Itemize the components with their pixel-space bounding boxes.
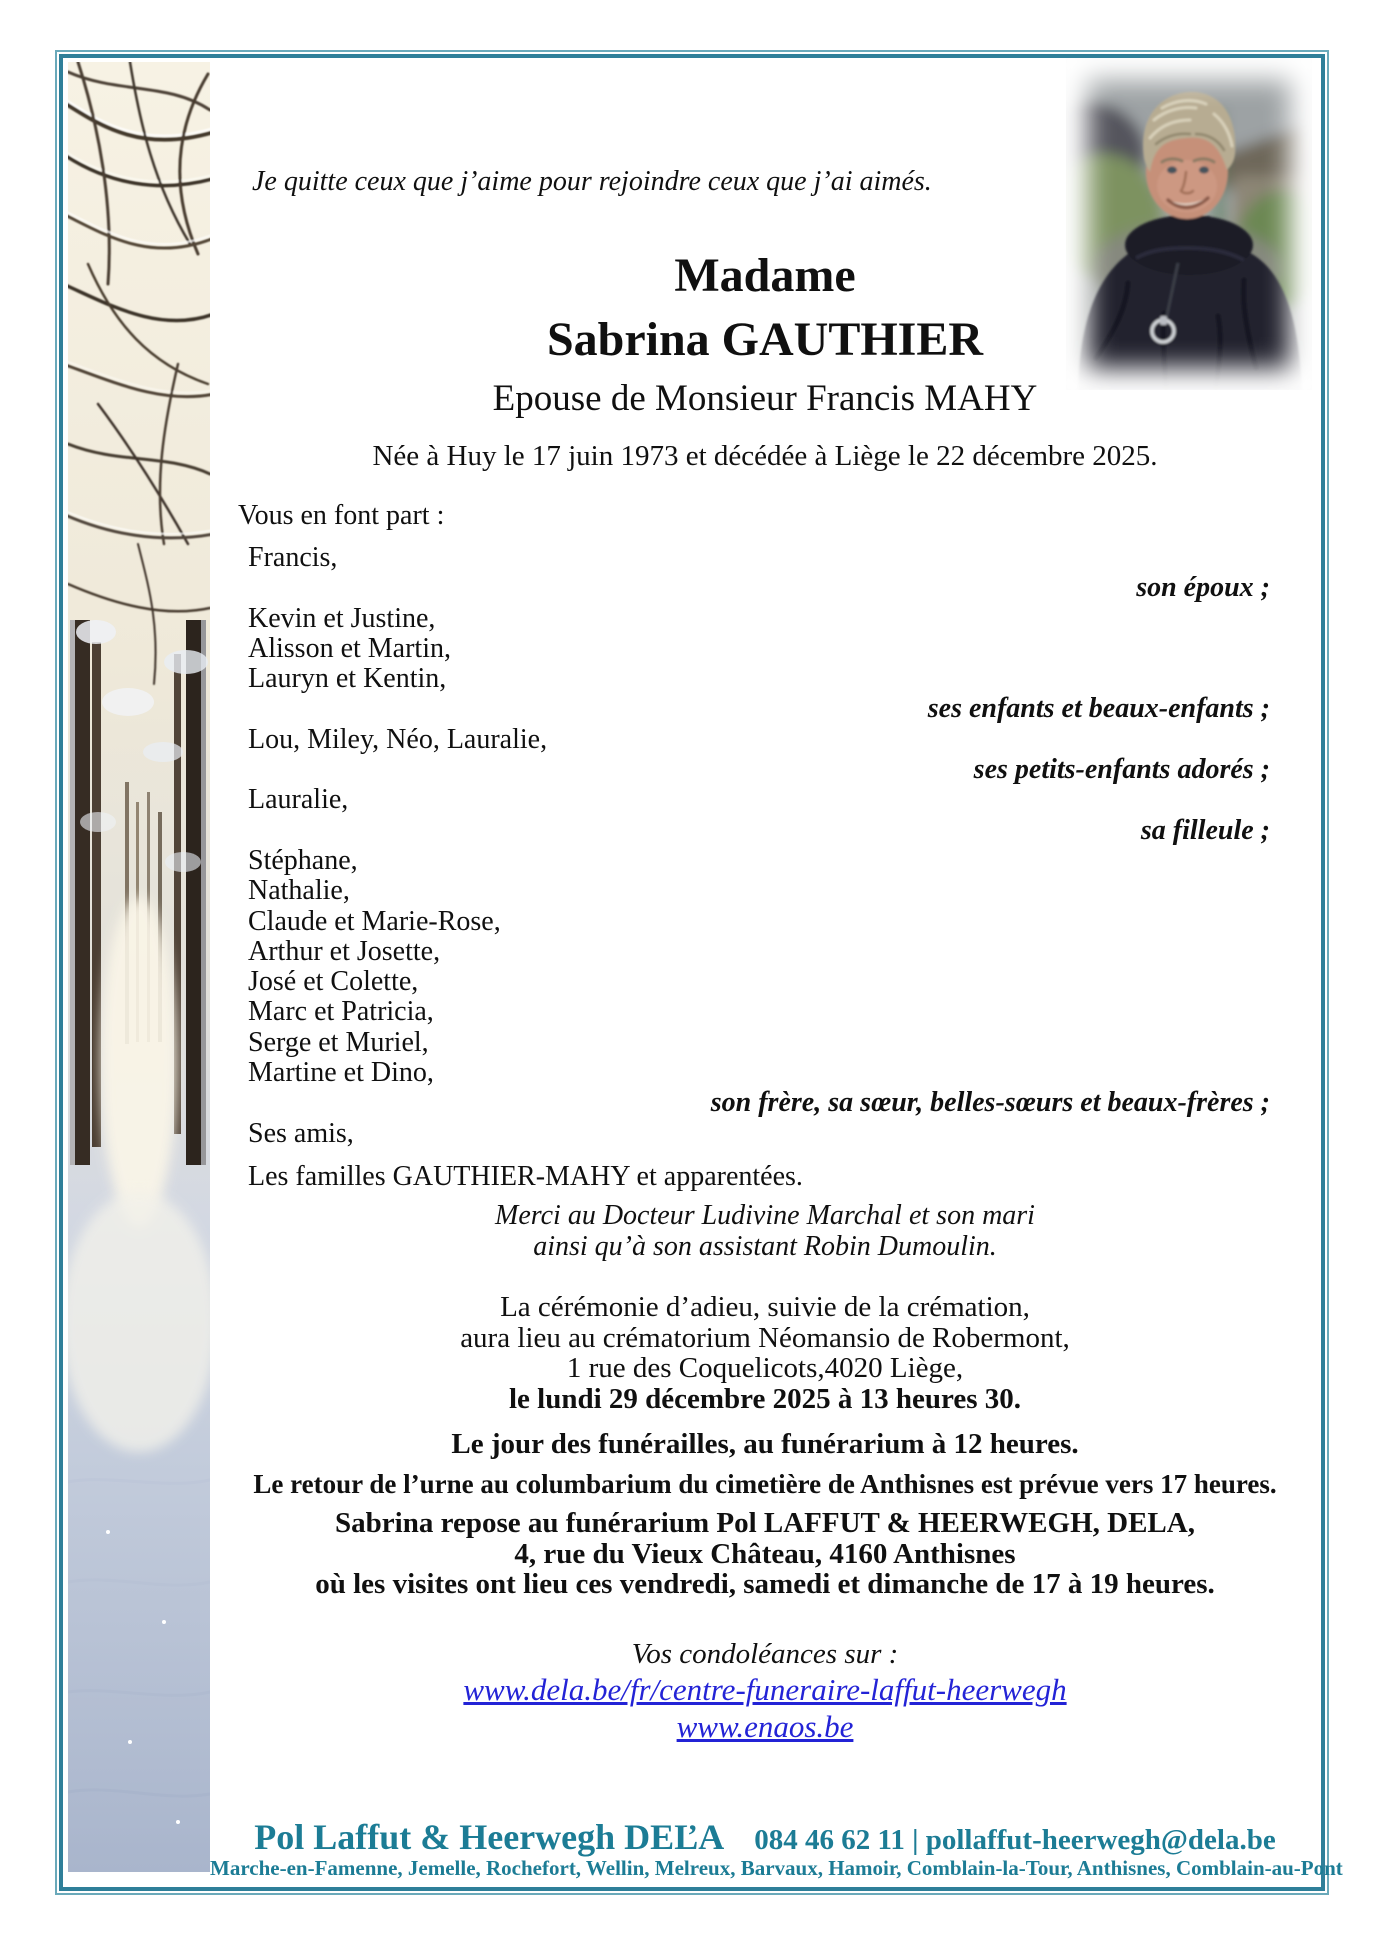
- name-line: Martine et Dino,: [248, 1057, 434, 1089]
- name-line: Marc et Patricia,: [248, 996, 434, 1028]
- name-line: Nathalie,: [248, 875, 350, 907]
- name-line: José et Colette,: [248, 966, 419, 998]
- relation-line: son frère, sa sœur, belles-sœurs et beaux-frères ;: [710, 1087, 1270, 1119]
- footer-contact: 084 46 62 11 | pollaffut-heerwegh@dela.be: [754, 1824, 1276, 1856]
- name-line: Claude et Marie-Rose,: [248, 905, 501, 937]
- name-line: Lauralie,: [248, 784, 349, 816]
- title-madame: Madame: [674, 249, 856, 302]
- condolences-label: Vos condoléances sur :: [631, 1638, 899, 1670]
- repose-address: 4, rue du Vieux Château, 4160 Anthisnes: [514, 1537, 1016, 1570]
- footer-cities: Marche-en-Famenne, Jemelle, Rochefort, Wellin, Melreux, Barvaux, Hamoir, Comblain-la-Tour, Anthisnes, Comblain-au-Pont: [210, 1856, 1343, 1880]
- ceremony-line: aura lieu au crématorium Néomansio de Robermont,: [460, 1321, 1070, 1354]
- footer-brand-row: [210, 1816, 1320, 1858]
- name-line: Arthur et Josette,: [248, 935, 441, 967]
- relation-line: ses petits-enfants adorés ;: [973, 754, 1270, 786]
- deceased-name: Sabrina GAUTHIER: [546, 313, 984, 366]
- name-line: Stéphane,: [248, 844, 358, 876]
- repose-details: [210, 1508, 1320, 1600]
- name-line: Francis,: [248, 542, 338, 573]
- ceremony-details: [210, 1292, 1320, 1414]
- ceremony-datetime: le lundi 29 décembre 2025 à 13 heures 30.: [508, 1382, 1022, 1415]
- ceremony-line: La cérémonie d’adieu, suivie de la crémation,: [500, 1291, 1030, 1323]
- condolences-link-enaos[interactable]: www.enaos.be: [676, 1709, 854, 1744]
- name-line: Lou, Miley, Néo, Lauralie,: [248, 723, 548, 755]
- thanks-line: Merci au Docteur Ludivine Marchal et son mari: [495, 1200, 1035, 1231]
- repose-line: Sabrina repose au funérarium Pol LAFFUT & HEERWEGH, DELA,: [335, 1507, 1195, 1539]
- name-line: Alisson et Martin,: [248, 632, 451, 664]
- visit-hours: où les visites ont lieu ces vendredi, samedi et dimanche de 17 à 19 heures.: [315, 1568, 1215, 1601]
- name-line: Kevin et Justine,: [248, 602, 436, 634]
- urn-return-note: Le retour de l’urne au columbarium du cimetière de Anthisnes est prévue vers 17 heures.: [253, 1469, 1277, 1499]
- announcement-list: [248, 543, 1270, 1192]
- funeral-home-brand: Pol Laffut & Heerwegh DEĽA: [254, 1817, 725, 1857]
- funeral-day-note: Le jour des funérailles, au funérarium à 12 heures.: [451, 1428, 1079, 1460]
- winter-forest-illustration: [68, 62, 210, 1872]
- relation-line: son époux ;: [1136, 572, 1270, 604]
- name-line: Lauryn et Kentin,: [248, 663, 447, 695]
- winter-forest-photo: [68, 62, 210, 1872]
- epitaph: Je quitte ceux que j’aime pour rejoindre ceux que j’ai aimés.: [252, 166, 932, 197]
- thanks-note: [210, 1200, 1320, 1262]
- ceremony-address: 1 rue des Coquelicots,4020 Liège,: [566, 1352, 964, 1385]
- name-line: Serge et Muriel,: [248, 1026, 429, 1058]
- spouse-subtitle: Epouse de Monsieur Francis MAHY: [492, 378, 1038, 419]
- birth-death-dates: Née à Huy le 17 juin 1973 et décédée à Liège le 22 décembre 2025.: [372, 440, 1158, 472]
- announcement-intro: Vous en font part :: [238, 500, 445, 531]
- thanks-line: ainsi qu’à son assistant Robin Dumoulin.: [533, 1231, 997, 1262]
- families-line: Les familles GAUTHIER-MAHY et apparentées.: [248, 1160, 803, 1192]
- relation-line: ses enfants et beaux-enfants ;: [927, 693, 1270, 725]
- condolences-link-dela[interactable]: www.dela.be/fr/centre-funeraire-laffut-heerwegh: [463, 1672, 1067, 1707]
- relation-line: sa filleule ;: [1140, 814, 1270, 846]
- name-line: Ses amis,: [248, 1117, 354, 1149]
